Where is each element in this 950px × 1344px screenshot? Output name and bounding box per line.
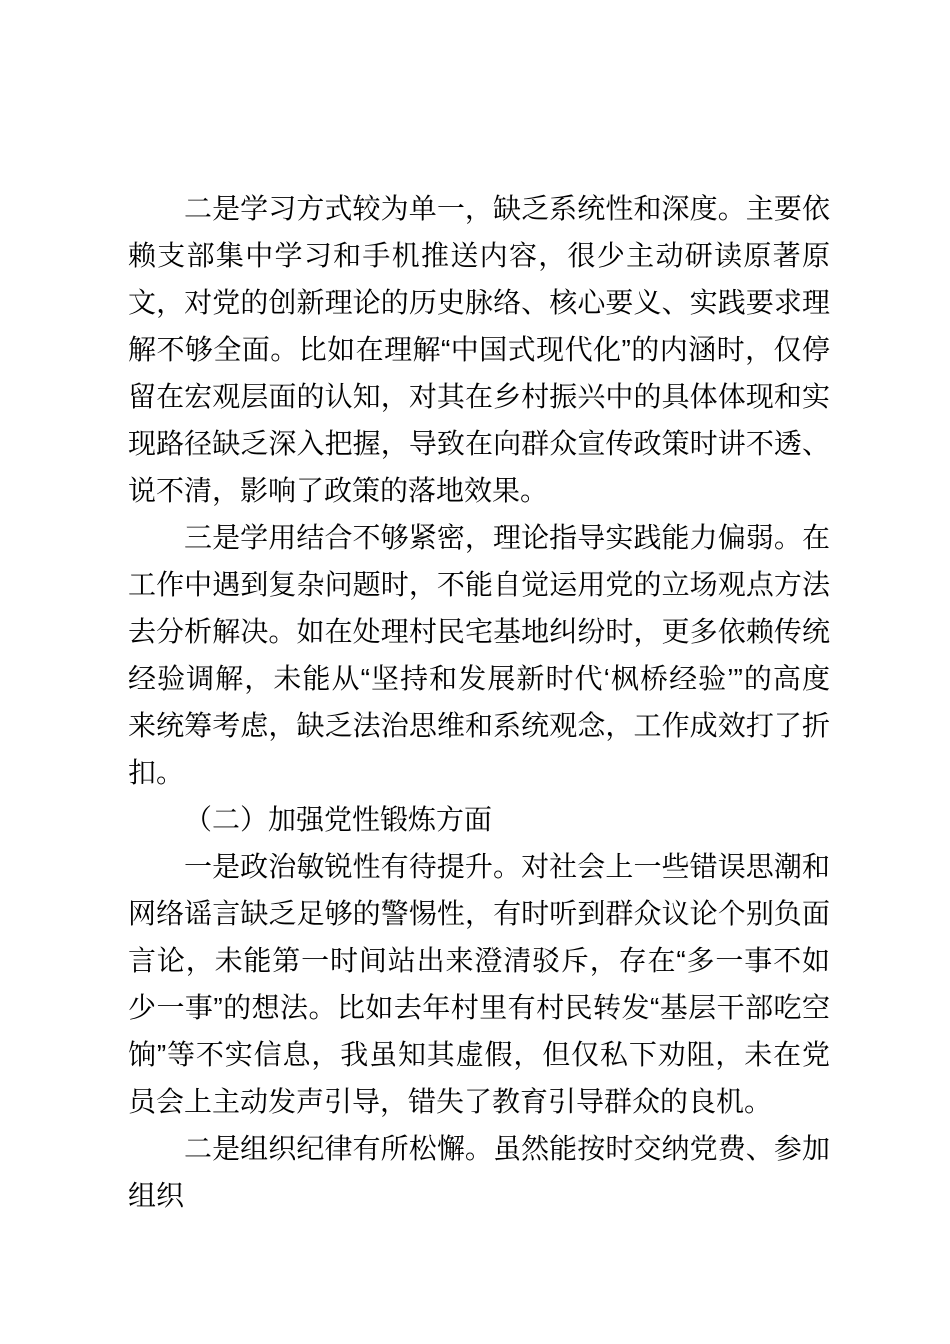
paragraph-study-method: 二是学习方式较为单一，缺乏系统性和深度。主要依赖支部集中学习和手机推送内容，很少主动研读原著原文，对党的创新理论的历史脉络、核心要义、实践要求理解不够全面。比如在理解“中国式现代化”的内涵时，仅停留在宏观层面的认知，对其在乡村振兴中的具体体现和实现路径缺乏深入把握，导致在向群众宣传政策时讲不透、说不清，影响了政策的落地效果。 [128, 193, 830, 506]
paragraph-political-acuity: 一是政治敏锐性有待提升。对社会上一些错误思潮和网络谣言缺乏足够的警惕性，有时听到群众议论个别负面言论，未能第一时间站出来澄清驳斥，存在“多一事不如少一事”的想法。比如去年村里有村民转发“基层干部吃空饷”等不实信息，我虽知其虚假，但仅私下劝阻，未在党员会上主动发声引导，错失了教育引导群众的良机。 [128, 851, 830, 1117]
document-text-column [128, 185, 830, 1219]
paragraph-theory-practice: 三是学用结合不够紧密，理论指导实践能力偏弱。在工作中遇到复杂问题时，不能自觉运用党的立场观点方法去分析解决。如在处理村民宅基地纠纷时，更多依赖传统经验调解，未能从“坚持和发展新时代‘枫桥经验’”的高度来统筹考虑，缺乏法治思维和系统观念，工作成效打了折扣。 [128, 522, 830, 788]
section-heading-party-spirit: （二）加强党性锻炼方面 [184, 804, 493, 835]
paragraph-organizational-discipline: 二是组织纪律有所松懈。虽然能按时交纳党费、参加组织 [128, 1133, 830, 1211]
